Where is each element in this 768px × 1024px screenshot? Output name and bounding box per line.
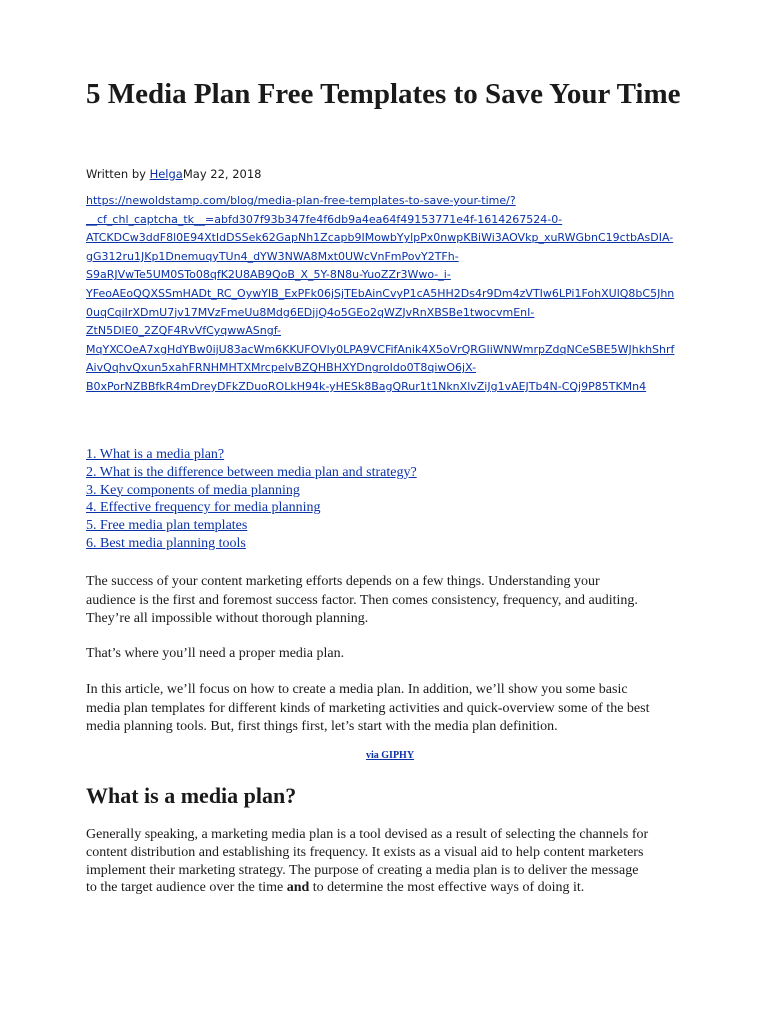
url-line[interactable]: MqYXCOeA7xgHdYBw0ijU83acWm6KKUFOVly0LPA9VCFifAnik4X5oVrQRGIiWNWmrpZdqNCeSBE5WJhkhShrf bbox=[86, 342, 675, 356]
url-line[interactable]: __cf_chl_captcha_tk__=abfd307f93b347fe4f6db9a4ea64f49153771e4f-1614267524-0- bbox=[86, 212, 563, 226]
paragraph-text: to determine the most effective ways of doing it. bbox=[309, 880, 585, 896]
url-line[interactable]: gG312ru1JKp1DnemuqyTUn4_dYW3NWA8Mxt0UWcVnFmPovY2TFh- bbox=[86, 249, 459, 263]
author-link[interactable]: Helga bbox=[149, 167, 183, 181]
paragraph-line: media plan templates for different kinds of marketing activities and quick-overview some of the best bbox=[86, 700, 650, 716]
paragraph-line: Generally speaking, a marketing media plan is a tool devised as a result of selecting the channels for bbox=[86, 827, 649, 842]
table-of-contents bbox=[86, 446, 417, 553]
intro-paragraph-2: That’s where you’ll need a proper media plan. bbox=[86, 646, 345, 661]
url-line[interactable]: B0xPorNZBBfkR4mDreyDFkZDuoROLkH94k-yHESk8BagQRur1t1NknXlvZiJg1vAEJTb4N-CQj9P85TKMn4 bbox=[86, 379, 647, 393]
url-line[interactable]: S9aRJVwTe5UM0STo08qfK2U8AB9QoB_X_5Y-8N8u-YuoZZr3Wwo-_i- bbox=[86, 268, 451, 282]
toc-item-plan-vs-strategy[interactable]: 2. What is the difference between media plan and strategy? bbox=[86, 464, 417, 480]
paragraph-text: to the target audience over the time bbox=[86, 880, 287, 896]
paragraph-line: They’re all impossible without thorough planning. bbox=[86, 611, 369, 626]
paragraph-line: media planning tools. But, first things first, let’s start with the media plan definition. bbox=[86, 719, 558, 734]
toc-item-effective-frequency[interactable]: 4. Effective frequency for media planning bbox=[86, 500, 321, 516]
url-line[interactable]: ATCKDCw3ddF8l0E94XtIdDSSek62GapNh1Zcapb9IMowbYylpPx0nwpKBiWi3AOVkp_xuRWGbnC19ctbAsDIA- bbox=[86, 231, 674, 245]
url-line[interactable]: AivQqhvQxun5xahFRNHMHTXMrcpelvBZQHBHXYDngroIdo0T8qiwO6jX- bbox=[86, 361, 477, 375]
intro-paragraph-1 bbox=[86, 573, 696, 629]
url-line[interactable]: YFeoAEoQQXSSmHADt_RC_OywYIB_ExPFk06jSjTEbAinCvyP1cA5HH2Ds4r9Dm4zVTIw6LPi1FohXUlQ8bC5Jhn bbox=[86, 286, 675, 300]
intro-paragraph-3 bbox=[86, 681, 696, 737]
byline bbox=[86, 166, 262, 182]
article-url-link[interactable] bbox=[86, 192, 696, 397]
paragraph-line: audience is the first and foremost success factor. Then comes consistency, frequency, and auditing. bbox=[86, 592, 638, 608]
paragraph-line bbox=[86, 879, 696, 897]
url-line[interactable]: ZtN5DlE0_2ZQF4RvVfCyqwwASngf- bbox=[86, 324, 281, 338]
section-paragraph bbox=[86, 826, 696, 897]
section-heading: What is a media plan? bbox=[86, 783, 297, 808]
toc-item-what-is-media-plan[interactable]: 1. What is a media plan? bbox=[86, 447, 225, 462]
toc-item-best-tools[interactable]: 6. Best media planning tools bbox=[86, 535, 246, 551]
toc-item-key-components[interactable]: 3. Key components of media planning bbox=[86, 482, 300, 498]
toc-item-free-templates[interactable]: 5. Free media plan templates bbox=[86, 518, 248, 534]
emphasis-text: and bbox=[286, 880, 310, 896]
paragraph-line: implement their marketing strategy. The purpose of creating a media plan is to deliver the message bbox=[86, 862, 639, 878]
paragraph-line: The success of your content marketing efforts depends on a few things. Understanding your bbox=[86, 574, 600, 589]
url-line[interactable]: 0uqCqiIrXDmU7jv17MVzFmeUu8Mdg6EDjjQ4o5GEo2qWZJvRnXBSBe1twocvmEnI- bbox=[86, 305, 535, 319]
byline-prefix: Written by bbox=[86, 167, 150, 181]
publish-date: May 22, 2018 bbox=[182, 167, 262, 181]
paragraph-line: content distribution and establishing its frequency. It exists as a visual aid to help content marketers bbox=[86, 844, 644, 860]
url-line[interactable]: https://newoldstamp.com/blog/media-plan-free-templates-to-save-your-time/? bbox=[86, 194, 516, 207]
giphy-link[interactable]: via GIPHY bbox=[366, 750, 415, 761]
article-title: 5 Media Plan Free Templates to Save Your Time bbox=[86, 78, 681, 110]
paragraph-line: In this article, we’ll focus on how to create a media plan. In addition, we’ll show you some basic bbox=[86, 682, 628, 697]
